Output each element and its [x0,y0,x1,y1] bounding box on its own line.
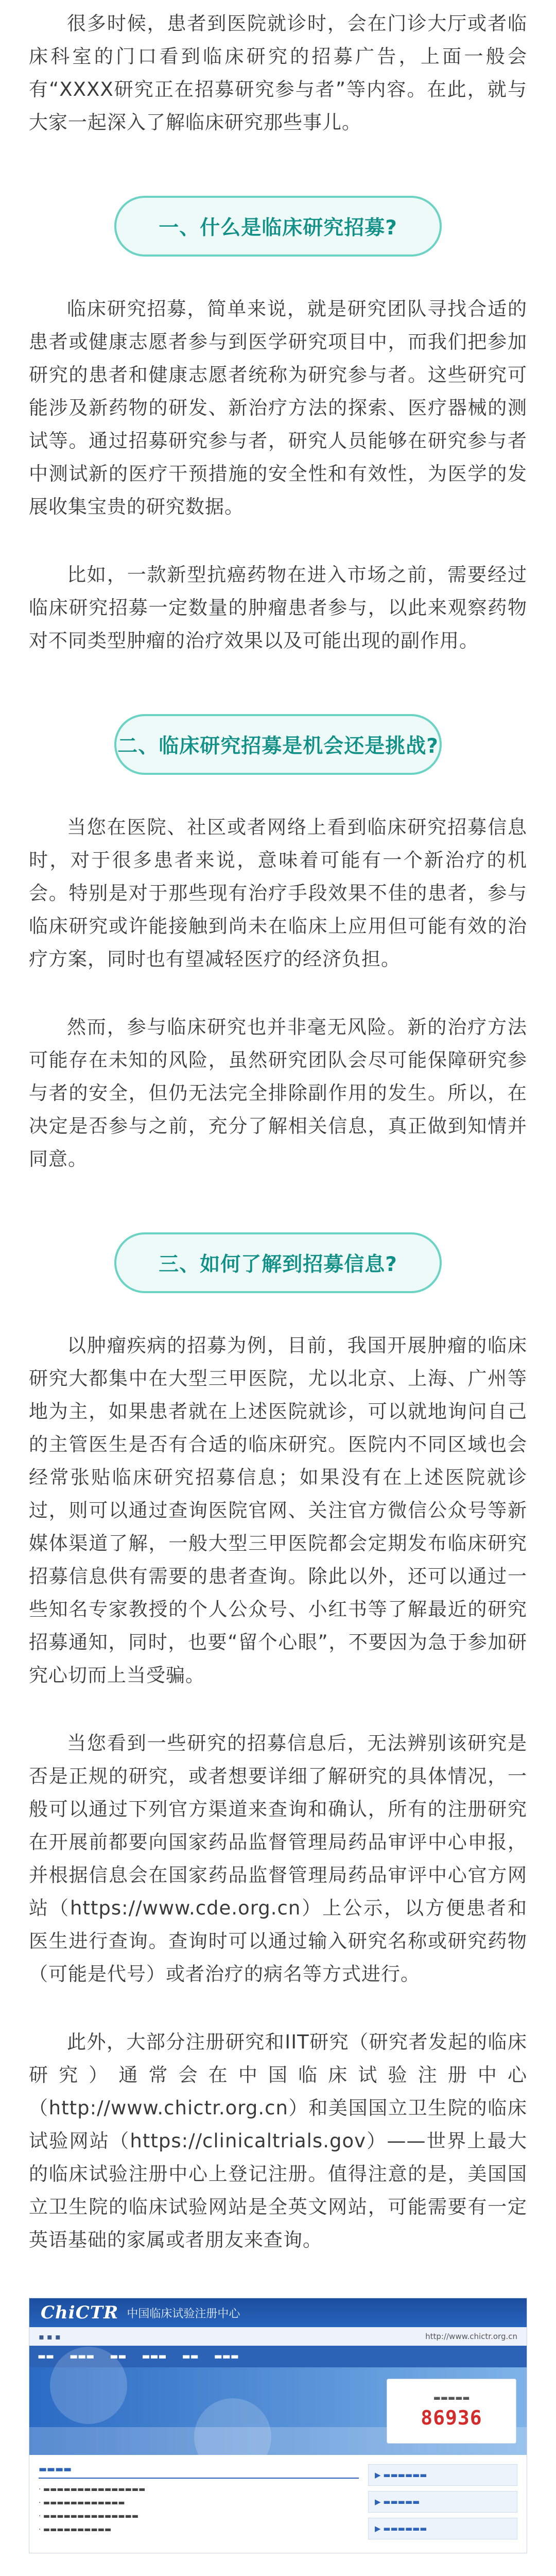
chictr-nav-item: ▬▬ [38,2351,55,2362]
chictr-header [29,2298,527,2327]
intro-paragraph: 很多时候，患者到医院就诊时，会在门诊大厅或者临床科室的门口看到临床研究的招募广告，上面一般会有“XXXX研究正在招募研究参与者”等内容。在此，就与大家一起深入了解临床研究那些事儿。 [29,12,527,133]
section-2-paragraph-1: 当您在医院、社区或者网络上看到临床研究招募信息时，对于很多患者来说，意味着可能有一个新治疗的机会。特别是对于那些现有治疗手段效果不佳的患者，参与临床研究或许能接触到尚未在临床上应用但可能有效的治疗方案，同时也有望减轻医疗的经济负担。 [29,816,527,970]
section-1-paragraph-2: 比如，一款新型抗癌药物在进入市场之前，需要经过临床研究招募一定数量的肿瘤患者参与，以此来观察药物对不同类型肿瘤的治疗效果以及可能出现的副作用。 [29,564,527,652]
chictr-banner [29,2367,527,2455]
chictr-links-column [368,2464,517,2544]
chictr-subbar-deco: ▪ ▪ ▪ [39,2331,61,2342]
chictr-nav-item: ▬▬▬ [142,2351,167,2362]
chictr-counter-box [387,2379,516,2444]
section-2-paragraph-2: 然而，参与临床研究也并非毫无风险。新的治疗方法可能存在未知的风险，虽然研究团队会尽可能保障研究参与者的安全，但仍无法完全排除副作用的发生。所以，在决定是否参与之前，充分了解相关信息，真正做到知情并同意。 [29,1016,527,1170]
section-3-paragraph-2: 当您看到一些研究的招募信息后，无法辨别该研究是否是正规的研究，或者想要详细了解研究的具体情况，一般可以通过下列官方渠道来查询和确认，所有的注册研究在开展前都要向国家药品监督管理局药品审评中心申报，并根据信息会在国家药品监督管理局药品审评中心官方网站（https://www.cde.org.cn）上公示，以方便患者和医生进行查询。查询时可以通过输入研究名称或研究药物（可能是代号）或者治疗的病名等方式进行。 [29,1732,527,1985]
section-3-paragraph-3: 此外，大部分注册研究和IIT研究（研究者发起的临床研究）通常会在中国临床试验注册中心（http://www.chictr.org.cn）和美国国立卫生院的临床试验网站（https://clinicaltrials.gov）——世界上最大的临床试验注册中心上登记注册。值得注意的是，美国国立卫生院的临床试验网站是全英文网站，可能需要有一定英语基础的家属或者朋友来查询。 [29,2031,527,2251]
chictr-nav-item: ▬▬ [182,2351,199,2362]
chictr-counter-label: ▬▬▬▬▬ [433,2393,470,2402]
section-heading-1: 一、什么是临床研究招募? [114,196,442,257]
chictr-news-item: · ▬▬▬▬▬▬▬▬▬▬ [39,2526,112,2534]
chictr-news-item: · ▬▬▬▬▬▬▬▬▬▬▬▬▬▬▬ [39,2485,146,2494]
chictr-counter-number: 86936 [421,2406,482,2429]
chictr-news-column [39,2464,359,2544]
chictr-news-item: · ▬▬▬▬▬▬▬▬▬▬▬▬ [39,2499,125,2507]
chictr-subbar [29,2327,527,2346]
chictr-logo-cn: 中国临床试验注册中心 [127,2307,240,2320]
chictr-quick-link: ▶ ▬▬▬▬▬▬ [368,2518,517,2539]
chictr-quick-link: ▶ ▬▬▬▬▬▬ [368,2464,517,2486]
section-3-paragraph-1: 以肿瘤疾病的招募为例，目前，我国开展肿瘤的临床研究大都集中在大型三甲医院，尤以北京、上海、广州等地为主，如果患者就在上述医院就诊，可以就地询问自己的主管医生是否有合适的临床研究。医院内不同区域也会经常张贴临床研究招募信息；如果没有在上述医院就诊过，则可以通过查询医院官网、关注官方微信公众号等新媒体渠道了解，一般大型三甲医院都会定期发布临床研究招募信息供有需要的患者查询。除此以外，还可以通过一些知名专家教授的个人公众号、小红书等了解最近的研究招募通知，同时，也要“留个心眼”，不要因为急于参加研究心切而上当受骗。 [29,1334,527,1686]
section-1-paragraph-1: 临床研究招募，简单来说，就是研究团队寻找合适的患者或健康志愿者参与到医学研究项目中，而我们把参加研究的患者和健康志愿者统称为研究参与者。这些研究可能涉及新药物的研发、新治疗方法的探索、医疗器械的测试等。通过招募研究参与者，研究人员能够在研究参与者中测试新的医疗干预措施的安全性和有效性，为医学的发展收集宝贵的研究数据。 [29,298,527,518]
chictr-nav-item: ▬▬▬ [214,2351,239,2362]
chictr-url: http://www.chictr.org.cn [425,2332,517,2341]
banner-decoration [50,2347,127,2424]
chictr-website-screenshot [29,2298,527,2553]
chictr-news-item: · ▬▬▬▬▬▬▬▬▬▬▬▬▬▬ [39,2512,139,2520]
chictr-nav-item: ▬▬▬ [70,2351,95,2362]
chictr-quick-link: ▶ ▬▬▬▬▬ [368,2491,517,2513]
chictr-logo: ChiCTR [41,2302,119,2323]
section-heading-2: 二、临床研究招募是机会还是挑战? [114,714,442,775]
section-heading-3: 三、如何了解到招募信息? [114,1232,442,1293]
chictr-body [29,2455,527,2553]
chictr-nav-item: ▬▬ [110,2351,127,2362]
chictr-news-title: ▬▬▬▬ [39,2464,359,2479]
